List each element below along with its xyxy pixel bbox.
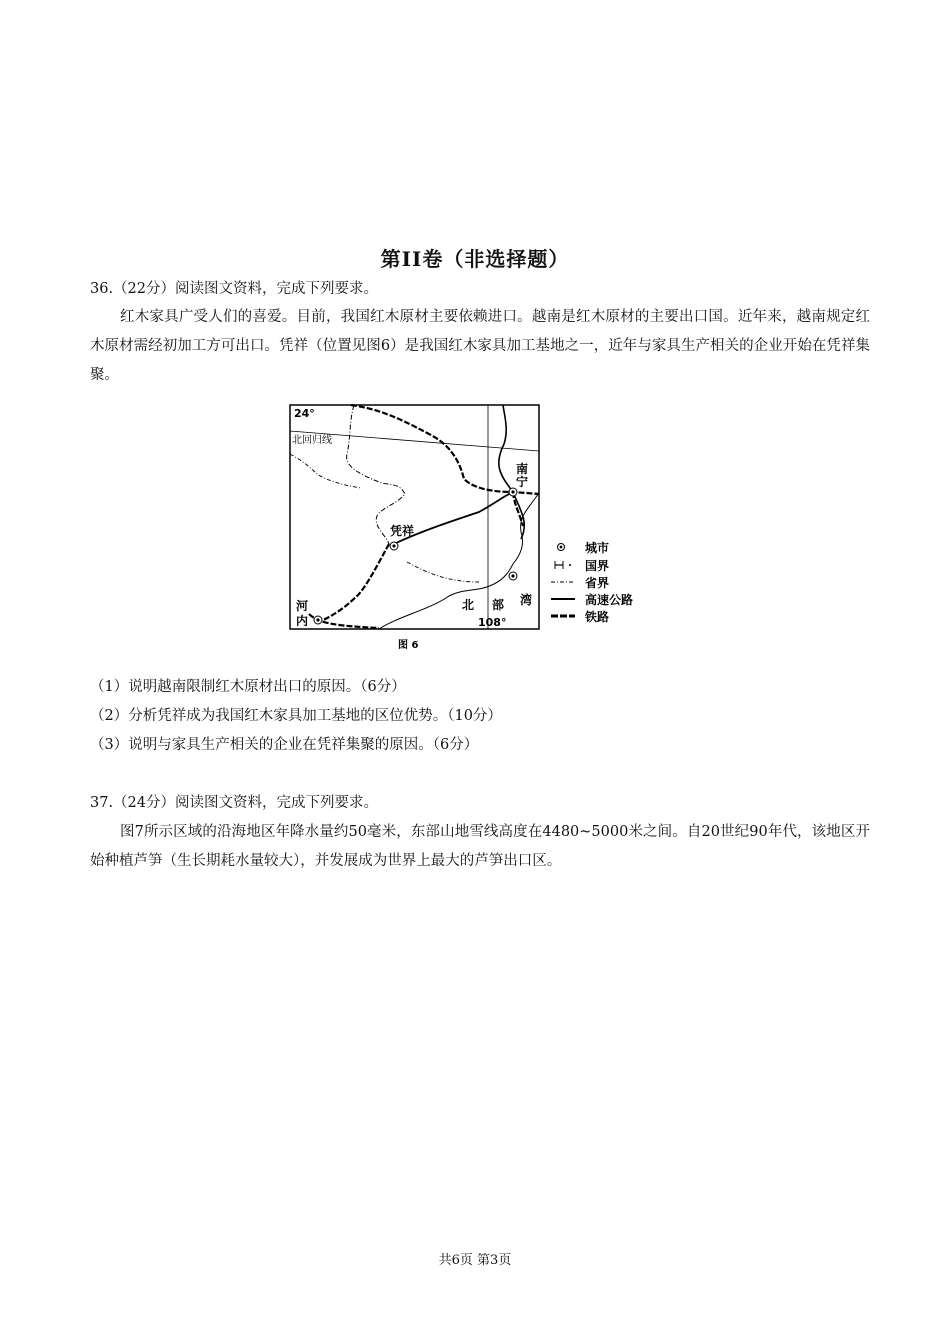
section-title: 第II卷（非选择题） [380,247,570,271]
city-hanoi-marker [314,616,322,624]
city-hanoi-label-1: 河 [296,599,309,613]
q36-header: 36.（22分）阅读图文资料，完成下列要求。 [90,281,379,297]
provincial-border [290,454,479,582]
q36-sub1: （1）说明越南限制红木原材出口的原因。（6分） [90,679,406,695]
gulf-label-3: 湾 [520,593,533,607]
gulf-label-1: 北 [462,598,475,612]
q36-sub3: （3）说明与家具生产相关的企业在凭祥集聚的原因。（6分） [90,737,479,753]
q37-header: 37.（24分）阅读图文资料，完成下列要求。 [90,795,379,811]
lat-label: 24° [294,407,315,420]
legend-expressway-label: 高速公路 [585,593,634,607]
map-figure-6 [289,404,649,654]
q36-sub2: （2）分析凭祥成为我国红木家具加工基地的区位优势。（10分） [90,708,502,724]
city-nanning-marker [509,488,517,496]
q36-paragraph: 红木家具广受人们的喜爱。目前，我国红木原材主要依赖进口。越南是红木原材的主要出口国。近年来，越南规定红木原材需经初加工方可出口。凭祥（位置见图6）是我国红木家具加工基地之一，近年与家具生产相关的企业开始在凭祥集聚。 [90,309,870,383]
legend-national-border-label: 国界 [585,559,610,573]
coastline [379,492,539,629]
city-hanoi-label-2: 内 [296,614,309,628]
gulf-label-2: 部 [492,598,505,612]
city-nanning-label-2: 宁 [516,475,529,489]
q37-paragraph: 图7所示区域的沿海地区年降水量约50毫米，东部山地雪线高度在4480~5000米之间。自20世纪90年代，该地区开始种植芦笋（生长期耗水量较大），并发展成为世界上最大的芦笋出口区。 [90,824,870,869]
map-svg [289,404,649,654]
legend-provincial-border-label: 省界 [585,576,610,590]
legend-city-label: 城市 [585,541,610,555]
legend-city-icon [558,544,565,551]
legend-railway-label: 铁路 [585,610,610,624]
legend-national-border-icon [555,561,571,569]
city-beihai-marker [509,572,517,580]
page-footer: 共6页 第3页 [438,1253,512,1268]
lon-label: 108° [478,616,507,629]
map-legend [551,540,633,624]
city-pingxiang-marker [390,542,398,550]
city-pingxiang-label: 凭祥 [390,524,415,538]
city-nanning-label-1: 南 [516,462,529,476]
map-caption: 图 6 [398,640,419,651]
tropic-label: 北回归线 [292,435,332,446]
